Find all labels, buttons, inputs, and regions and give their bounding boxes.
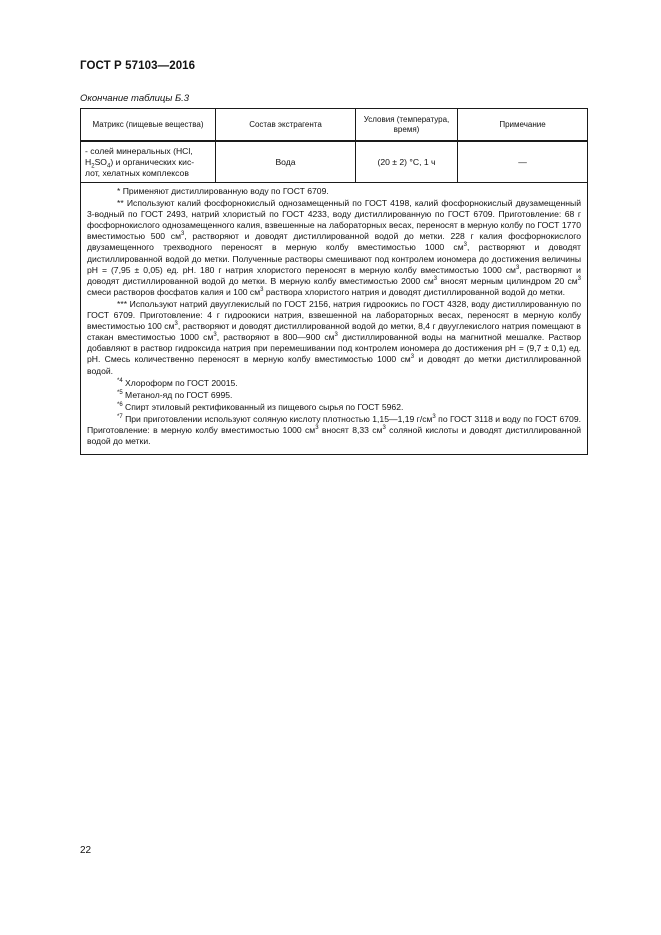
document-code: ГОСТ Р 57103—2016 [80, 60, 196, 72]
page-number: 22 [80, 845, 92, 856]
footnote-5-mark: *5 [117, 389, 123, 396]
column-header-conditions: Условия (температура, время) [356, 109, 458, 142]
table-row [81, 141, 588, 183]
footnotes-row [81, 183, 588, 455]
footnote-7-part-d: соляной кислоты и доводят дистиллированной водой до метки. [87, 424, 581, 447]
footnote-6-mark: *6 [117, 401, 123, 408]
footnote-6-text: Спирт этиловый ректификованный из пищевого сырья по ГОСТ 5962. [122, 401, 404, 412]
superscript-3: 3 [433, 275, 438, 282]
footnote-3-part-a: *** Используют натрий двууглекислый по ГОСТ 2156, натрия гидроокись по ГОСТ 4328, воду дистиллированную по ГОСТ 6709. Приготовление: 4 г гидроокиси натрия, взвешенной на лабораторных весах, переносят в мерную колбу вместимостью 100 см [87, 298, 581, 332]
footnote-5-text: Метанол-яд по ГОСТ 6995. [122, 389, 233, 400]
superscript-3: 3 [577, 275, 581, 282]
footnote-7 [87, 414, 581, 447]
footnote-2-part-c: , растворяют и доводят дистиллированной водой до метки. Полученные растворы смешивают под контролем иономера до достижения величины pH = (7,95 ± 0,05) ед. pH. 180 г натрия хлористого переносят в мерную колбу вместимостью 1000 см [87, 242, 581, 275]
matrix-sub-4: 4 [106, 163, 111, 170]
table-caption: Окончание таблицы Б.3 [80, 93, 190, 104]
footnotes-cell [81, 183, 588, 455]
superscript-3: 3 [260, 286, 264, 293]
matrix-so: SO [94, 156, 107, 167]
superscript-3: 3 [213, 332, 217, 339]
footnote-3-part-c: , растворяют в 800—900 см [216, 332, 335, 343]
footnote-4 [87, 378, 581, 389]
footnote-4-text: Хлороформ по ГОСТ 20015. [122, 377, 238, 388]
superscript-3: 3 [410, 354, 415, 361]
footnote-2-part-d: , растворяют и доводят дистиллированной водой до метки. В мерную колбу вместимостью 2000 см [87, 264, 581, 286]
footnote-5 [87, 390, 581, 401]
footnote-2-part-f: смеси растворов фосфатов калия и 100 см [87, 286, 261, 297]
footnote-2-part-b: , растворяют и доводят дистиллированной водой до метки. 228 г калия фосфорнокислого двузамещенного трехводного переносят в мерную колбу вместимостью 1000 см [87, 231, 581, 253]
footnote-1 [87, 186, 581, 197]
superscript-3: 3 [180, 231, 185, 238]
footnote-7-part-b: по ГОСТ 3118 и воду по ГОСТ 6709. Приготовление: в мерную колбу вместимостью 1000 см [87, 413, 581, 435]
footnote-3-part-e: и доводят до метки дистиллированной водой. [87, 354, 581, 376]
matrix-line-2-rest: ) и органических кис- [110, 156, 195, 167]
superscript-3: 3 [432, 414, 436, 421]
footnote-7-part-c: вносят 8,33 см [318, 424, 383, 435]
superscript-3: 3 [382, 425, 386, 432]
footnote-3-part-b: , растворяют и доводят дистиллированной водой до метки, 8,4 г двууглекислого натрия помещают в стакан вместимостью 1000 см [87, 321, 581, 343]
superscript-3: 3 [463, 242, 467, 249]
footnote-7-mark: *7 [117, 414, 123, 421]
column-header-matrix: Матрикс (пищевые вещества) [81, 109, 216, 142]
cell-conditions: (20 ± 2) °С, 1 ч [356, 141, 458, 183]
footnote-2-part-g: раствора хлористого натрия и доводят дистиллированной водой до метки. [263, 286, 566, 297]
matrix-line-3: лот, хелатных комплексов [85, 167, 189, 178]
footnote-7-part-a: При приготовлении используют соляную кислоту плотностью 1,15—1,19 г/см [122, 413, 433, 424]
footnote-2-part-e: вносят мерным цилиндром 20 см [437, 275, 578, 286]
table-header-row [81, 109, 588, 142]
superscript-3: 3 [174, 321, 178, 328]
cell-matrix [81, 141, 216, 183]
extractant-table [80, 108, 588, 455]
cell-extractant: Вода [216, 141, 356, 183]
superscript-3: 3 [334, 332, 338, 339]
column-header-extractant: Состав экстрагента [216, 109, 356, 142]
matrix-sub-2: 2 [91, 163, 95, 170]
matrix-h: H [85, 156, 92, 167]
footnote-2 [87, 198, 581, 298]
footnote-1-text: * Применяют дистиллированную воду по ГОСТ 6709. [117, 186, 329, 196]
footnote-2-part-a: ** Используют калий фосфорнокислый однозамещенный по ГОСТ 4198, калий фосфорнокислый двузамещенный 3-водный по ГОСТ 2493, натрий хлористый по ГОСТ 4233, воду дистиллированную по ГОСТ 6709. Приготовление: 68 г фосфорнокислого однозамещенного калия, взвешенные на лабораторных весах, переносят в мерную колбу по ГОСТ 1770 вместимостью 500 см [87, 198, 581, 242]
cell-note: — [458, 141, 588, 183]
footnote-4-mark: *4 [117, 377, 123, 384]
footnote-3 [87, 299, 581, 377]
footnote-3-part-d: дистиллированной воды на магнитной мешалке. Раствор добавляют в раствор гидроксида натрия при перемешивании под контролем иономера до достижения pH = (9,7 ± 0,1) ед. pH. Смесь количественно переносят в мерную колбу вместимостью 1000 см [87, 332, 581, 365]
superscript-3: 3 [315, 425, 319, 432]
superscript-3: 3 [515, 264, 520, 271]
matrix-line-1: - солей минеральных (HCl, [85, 145, 193, 156]
column-header-note: Примечание [458, 109, 588, 142]
footnote-6 [87, 402, 581, 413]
